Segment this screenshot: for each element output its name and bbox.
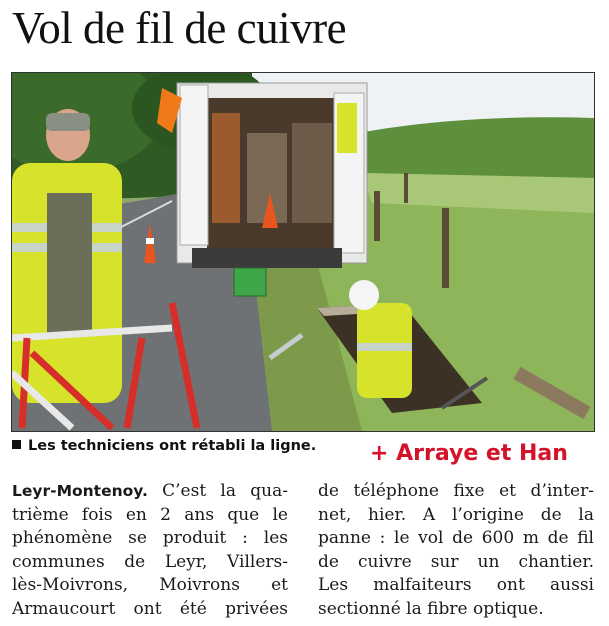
column-line: de téléphone fixe et d’inter-	[318, 481, 594, 501]
caption-bullet	[12, 440, 21, 449]
column-line: net, hier. A l’origine de la	[318, 504, 594, 525]
column-line: trième fois en 2 ans que le	[12, 504, 288, 525]
caption-text: Les techniciens ont rétabli la ligne.	[28, 438, 317, 454]
article-column-1	[12, 480, 288, 621]
column-line	[12, 480, 288, 504]
column-line-text: C’est la qua-	[147, 481, 288, 501]
column-line: sectionné la fibre optique.	[318, 598, 544, 619]
headline: Vol de fil de cuivre	[12, 3, 347, 53]
column-line: Les malfaiteurs ont aussi	[318, 575, 594, 595]
column-line: Armaucourt ont été privées	[12, 598, 288, 619]
column-line: de cuivre sur un chantier.	[318, 551, 594, 572]
news-photo	[11, 72, 595, 432]
locality-tag: + Arraye et Han	[370, 441, 568, 466]
article-column-2	[318, 480, 594, 621]
photo-caption	[12, 438, 316, 454]
dateline: Leyr-Montenoy.	[12, 482, 148, 500]
column-line: communes de Leyr, Villers-	[12, 551, 288, 572]
column-line: lès-Moivrons, Moivrons et	[12, 575, 288, 595]
column-line: phénomène se produit : les	[12, 528, 288, 548]
column-line: panne : le vol de 600 m de fil	[318, 528, 594, 548]
